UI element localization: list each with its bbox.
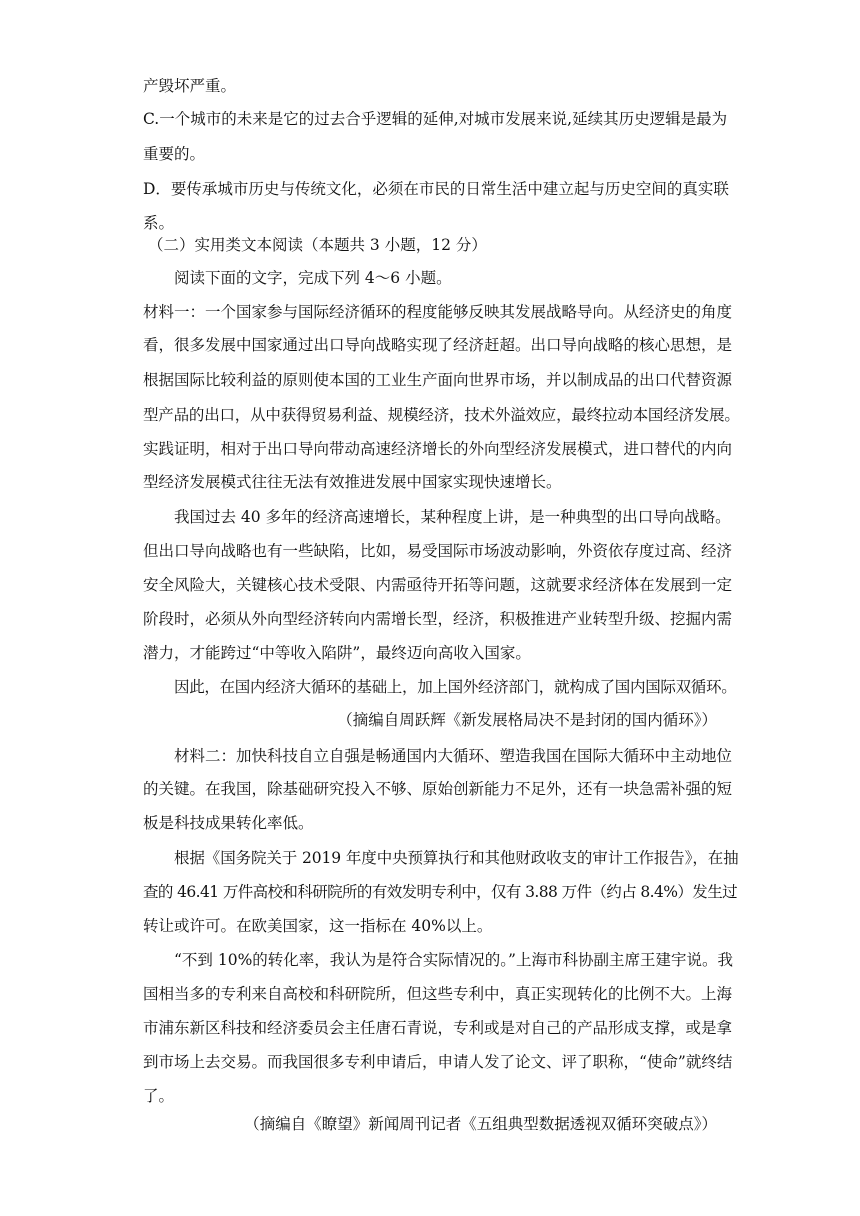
text-line: 型产品的出口，从中获得贸易利益、规模经济，技术外溢效应，最终拉动本国经济发展。 <box>143 406 740 424</box>
paragraph-start: 我国过去 40 多年的经济高速增长，某种程度上讲，是一种典型的出口导向战略。 <box>174 508 731 526</box>
paragraph-start: 根据《国务院关于 2019 年度中央预算执行和其他财政收支的审计工作报告》，在抽 <box>174 849 739 867</box>
source-citation: （摘编自周跃辉《新发展格局决不是封闭的国内循环》） <box>337 711 717 729</box>
paragraph-start: “不到 10%的转化率，我认为是符合实际情况的。”上海市科协副主席王建宇说。我 <box>174 951 733 969</box>
text-line: 实践证明，相对于出口导向带动高速经济增长的外向型经济发展模式，进口替代的内向 <box>143 440 733 458</box>
option-c-line: C.一个城市的未来是它的过去合乎逻辑的延伸,对城市发展来说,延续其历史逻辑是最为 <box>143 110 728 128</box>
text-line: 系。 <box>143 214 175 232</box>
text-line: 阶段时，必须从外向型经济转向内需增长型，经济，积极推进产业转型升级、挖掘内需 <box>143 610 733 628</box>
instruction-line: 阅读下面的文字，完成下列 4～6 小题。 <box>174 269 452 287</box>
text-line: 根据国际比较利益的原则使本国的工业生产面向世界市场，并以制成品的出口代替资源 <box>143 371 733 389</box>
text-line: 产毁坏严重。 <box>143 77 237 95</box>
text-line: 安全风险大，关键核心技术受限、内需亟待开拓等问题，这就要求经济体在发展到一定 <box>143 576 733 594</box>
source-citation: （摘编自《瞭望》新闻周刊记者《五组典型数据透视双循环突破点》） <box>244 1115 717 1133</box>
text-line: 看，很多发展中国家通过出口导向战略实现了经济赶超。出口导向战略的核心思想，是 <box>143 336 733 354</box>
text-line: 到市场上去交易。而我国很多专利申请后，申请人发了论文、评了职称，“使命”就终结 <box>143 1053 733 1071</box>
text-line: 了。 <box>143 1087 175 1105</box>
text-line: 查的 46.41 万件高校和科研院所的有效发明专利中，仅有 3.88 万件（约占 8.4%）发生过 <box>143 883 738 901</box>
material-one-line: 材料一：一个国家参与国际经济循环的程度能够反映其发展战略导向。从经济史的角度 <box>143 303 733 321</box>
section-heading: （二）实用类文本阅读（本题共 3 小题，12 分） <box>148 236 487 254</box>
text-line: 潜力，才能跨过“中等收入陷阱”，最终迈向高收入国家。 <box>143 644 531 662</box>
text-line: 国相当多的专利来自高校和科研院所，但这些专利中，真正实现转化的比例不大。上海 <box>143 985 733 1003</box>
text-line: 转让或许可。在欧美国家，这一指标在 40%以上。 <box>143 917 493 935</box>
text-line: 型经济发展模式往往无法有效推进发展中国家实现快速增长。 <box>143 473 562 491</box>
text-line: 的关键。在我国，除基础研究投入不够、原始创新能力不足外，还有一块急需补强的短 <box>143 780 733 798</box>
text-line: 但出口导向战略也有一些缺陷，比如，易受国际市场波动影响，外资依存度过高、经济 <box>143 542 733 560</box>
text-line: 板是科技成果转化率低。 <box>143 814 314 832</box>
option-d-line: D．要传承城市历史与传统文化，必须在市民的日常生活中建立起与历史空间的真实联 <box>143 180 729 198</box>
material-two-line: 材料二：加快科技自立自强是畅通国内大循环、塑造我国在国际大循环中主动地位 <box>174 747 733 765</box>
text-line: 重要的。 <box>143 145 206 163</box>
text-line: 市浦东新区科技和经济委员会主任唐石青说，专利或是对自己的产品形成支撑，或是拿 <box>143 1019 733 1037</box>
paragraph-start: 因此，在国内经济大循环的基础上，加上国外经济部门，就构成了国内国际双循环。 <box>174 678 737 696</box>
